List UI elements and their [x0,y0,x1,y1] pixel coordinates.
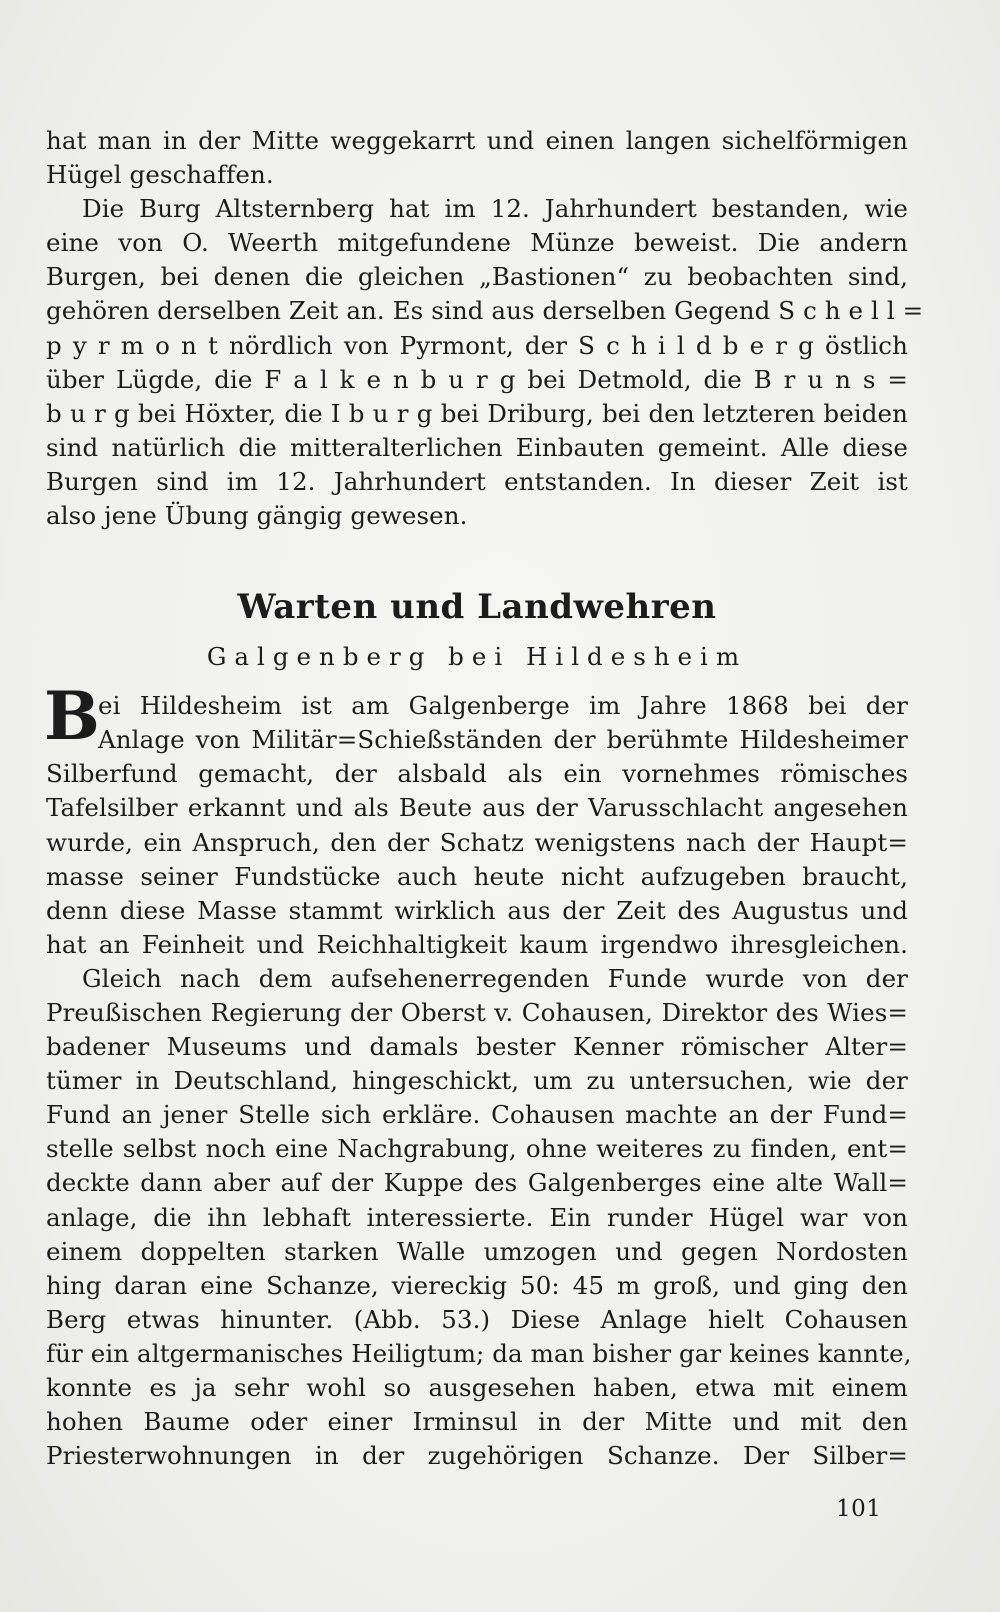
text-line: Die Burg Altsternberg hat im 12. Jahrhundert bestanden, wie [82,194,908,224]
text-line: konnte es ja sehr wohl so ausgesehen haben, etwa mit einem [46,1373,908,1402]
text-line: Silberfund gemacht, der alsbald als ein vornehmes römisches [46,759,908,789]
text-line: Preußischen Regierung der Oberst v. Cohausen, Direktor des Wies= [46,997,908,1027]
text-line: einem doppelten starken Walle umzogen und gegen Nordosten [46,1236,908,1266]
text-line: also jene Übung gängig gewesen. [46,501,468,531]
drop-cap: B [44,677,100,756]
text-line: stelle selbst noch eine Nachgrabung, ohne weiteres zu finden, ent= [46,1134,908,1164]
text-block [44,124,924,1473]
text-line: Fund an jener Stelle sich erkläre. Cohausen machte an der Fund= [46,1100,908,1130]
text-line: anlage, die ihn lebhaft interessierte. Ein runder Hügel war von [46,1202,908,1232]
section-heading: Warten und Landwehren [237,587,717,628]
text-line: Burgen sind im 12. Jahrhundert entstanden. In dieser Zeit ist [46,466,908,496]
text-line: deckte dann aber auf der Kuppe des Galgenberges eine alte Wall= [46,1168,908,1198]
text-line: für ein altgermanisches Heiligtum; da man bisher gar keines kannte, [46,1338,912,1368]
text-line: Burgen, bei denen die gleichen „Bastionen“ zu beobachten sind, [46,262,908,292]
text-line: b u r g bei Höxter, die I b u r g bei Driburg, bei den letzteren beiden [46,398,908,428]
text-line: hat man in der Mitte weggekarrt und einen langen sichelförmigen [46,126,908,155]
section-subheading: Galgenberg bei Hildesheim [206,642,748,672]
text-line: hing daran eine Schanze, viereckig 50: 45 m groß, und ging den [46,1270,908,1300]
text-line: Anlage von Militär=Schießständen der berühmte Hildesheimer [98,725,908,755]
text-line: gehören derselben Zeit an. Es sind aus derselben Gegend S c h e l l = [46,296,924,326]
text-line: denn diese Masse stammt wirklich aus der Zeit des Augustus und [46,895,908,925]
paragraph-1 [46,124,908,192]
page-number: 101 [836,1496,882,1522]
text-line: hat an Feinheit und Reichhaltigkeit kaum irgendwo ihresgleichen. [46,929,908,959]
text-line: ei Hildesheim ist am Galgenberge im Jahre 1868 bei der [98,691,908,721]
paragraph-3 [44,677,908,962]
paragraph-2 [46,192,924,533]
text-line: wurde, ein Anspruch, den der Schatz wenigstens nach der Haupt= [46,827,908,857]
text-line: Priesterwohnungen in der zugehörigen Schanze. Der Silber= [46,1441,908,1471]
text-line: badener Museums und damals bester Kenner römischer Alter= [46,1032,908,1062]
text-line: sind natürlich die mitteralterlichen Einbauten gemeint. Alle diese [46,432,908,462]
text-line: Berg etwas hinunter. (Abb. 53.) Diese Anlage hielt Cohausen [46,1304,908,1334]
text-line: Hügel geschaffen. [46,160,274,190]
text-line: p y r m o n t nördlich von Pyrmont, der S c h i l d b e r g östlich [46,330,908,360]
text-line: eine von O. Weerth mitgefundene Münze beweist. Die andern [46,228,908,258]
text-line: Gleich nach dem aufsehenerregenden Funde wurde von der [82,963,908,993]
text-line: hohen Baume oder einer Irminsul in der Mitte und mit den [46,1407,908,1437]
text-line: tümer in Deutschland, hingeschickt, um zu untersuchen, wie der [46,1066,908,1096]
text-line: Tafelsilber erkannt und als Beute aus der Varusschlacht angesehen [46,793,908,823]
text-line: über Lügde, die F a l k e n b u r g bei Detmold, die B r u n s = [46,364,908,394]
text-line: masse seiner Fundstücke auch heute nicht aufzugeben braucht, [46,861,908,891]
paragraph-4 [46,962,912,1473]
